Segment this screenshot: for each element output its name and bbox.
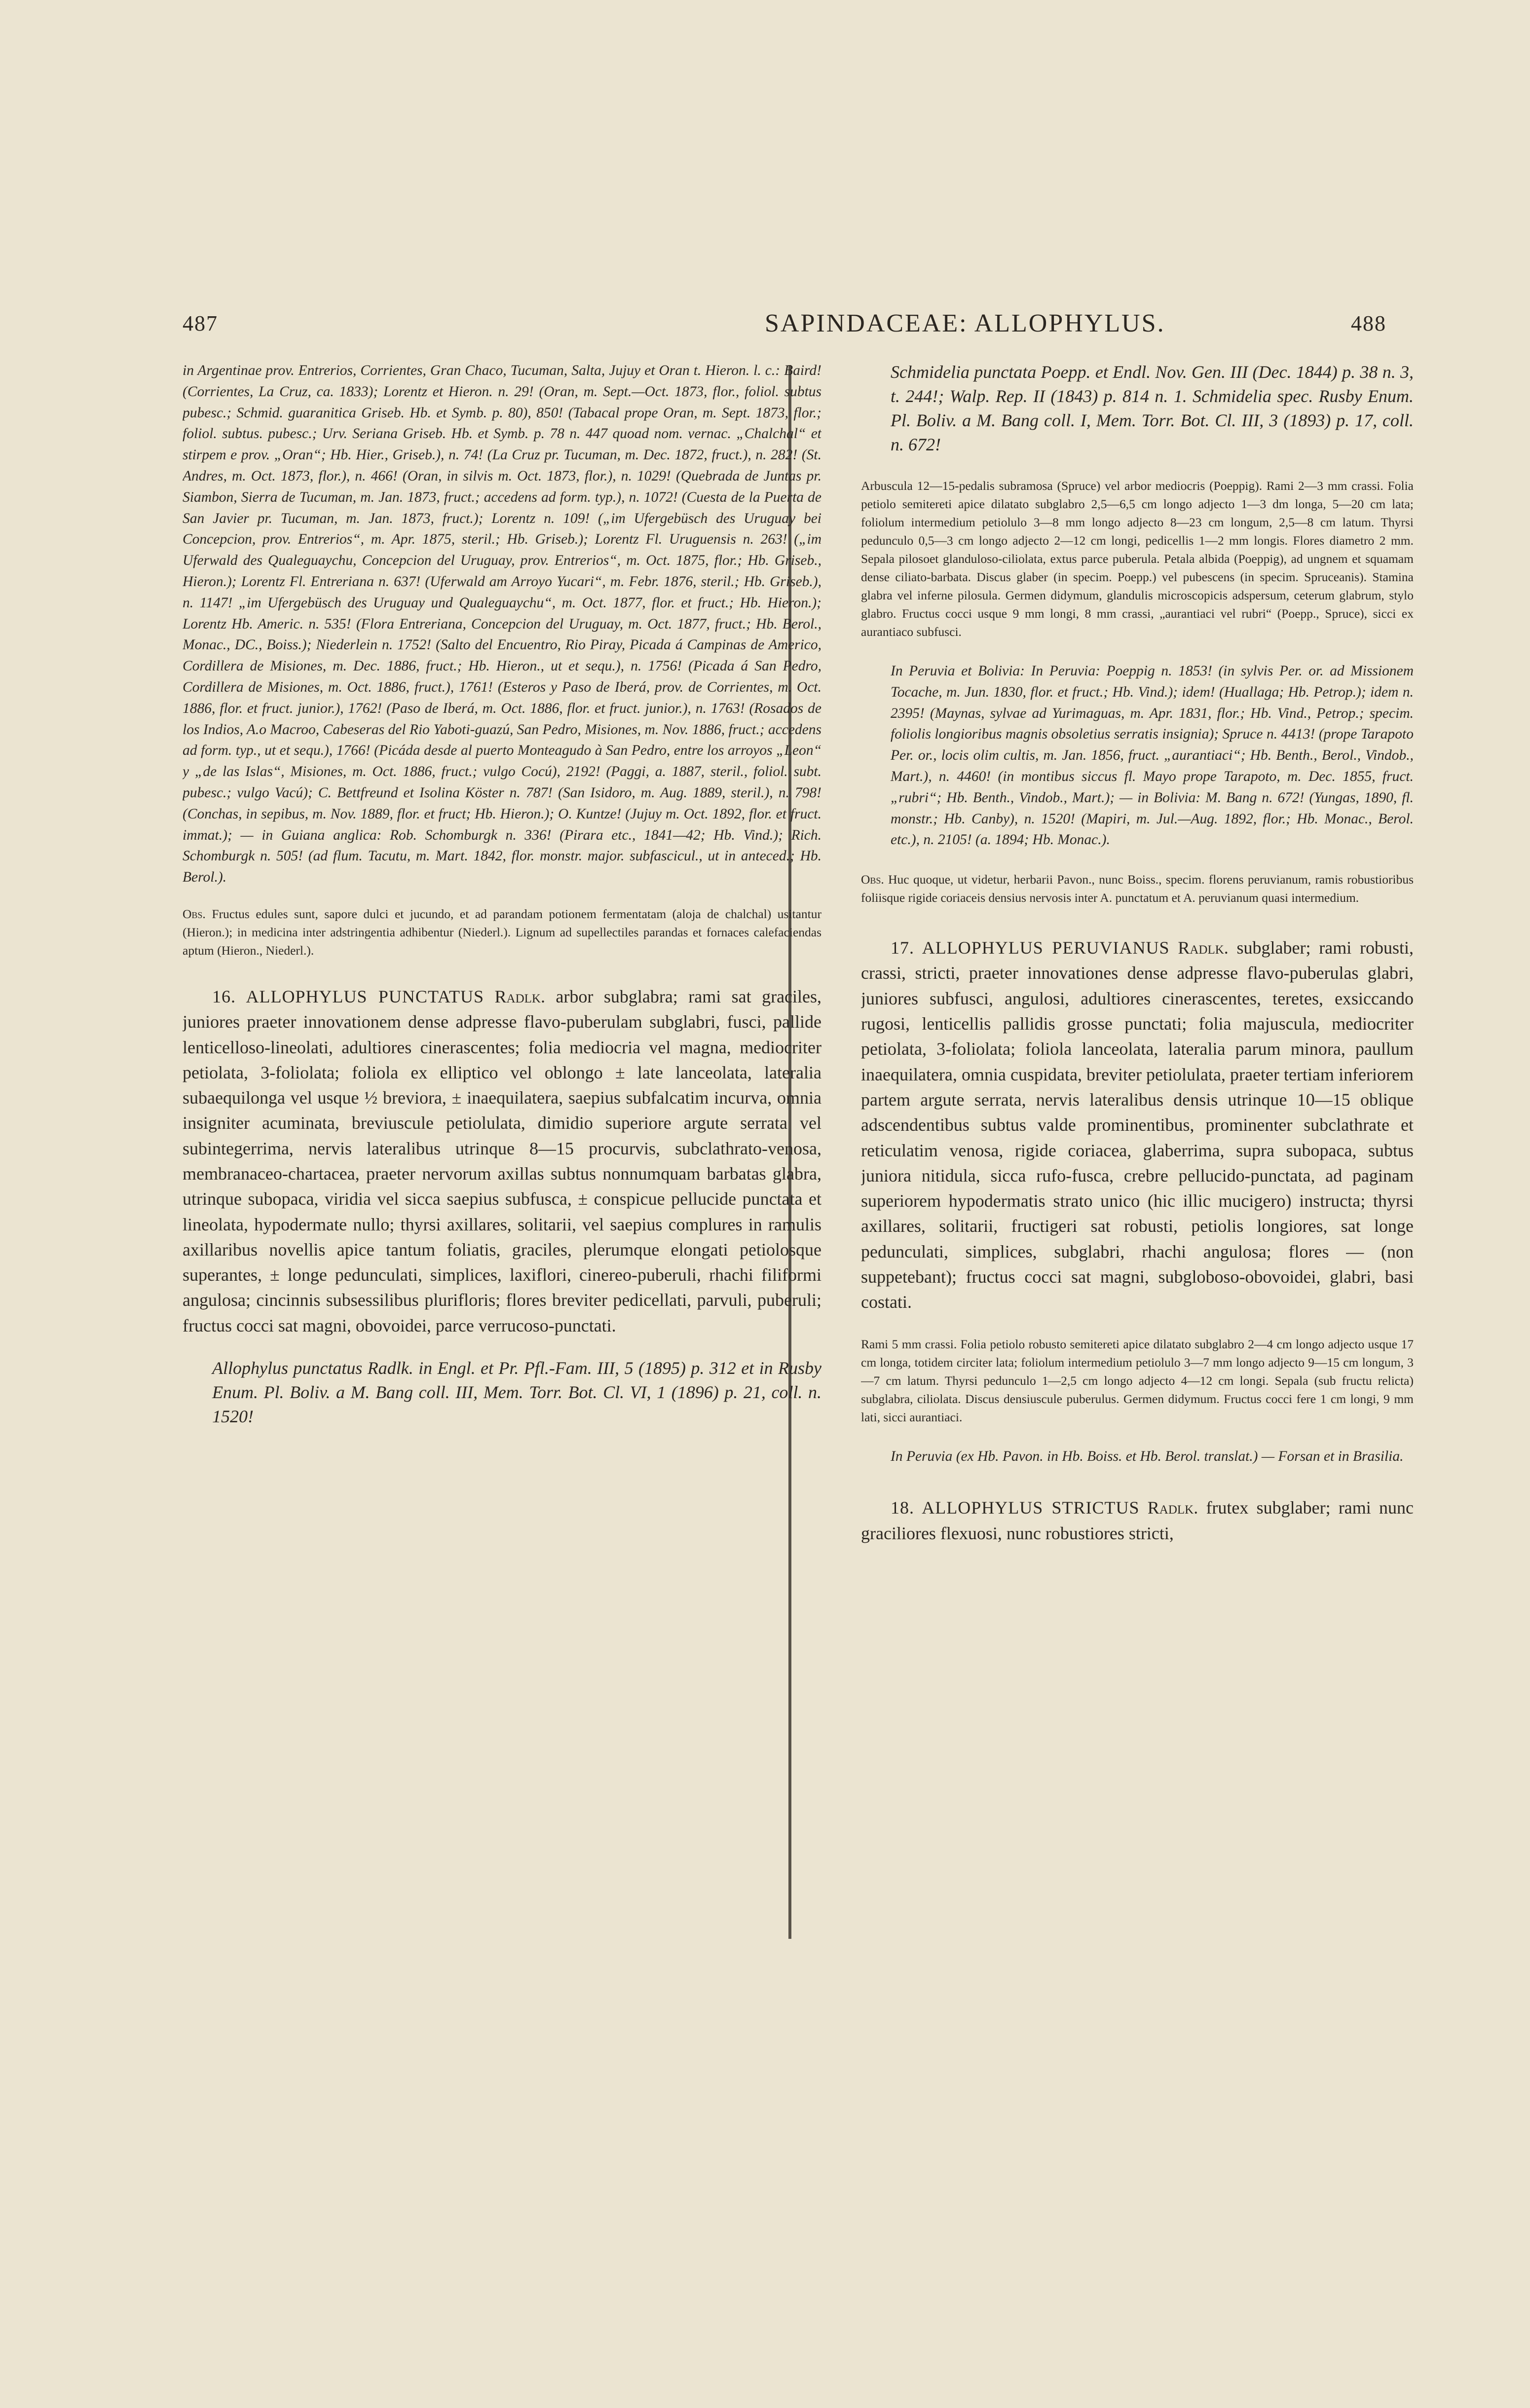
page-number-left: 487 [183,311,218,335]
left-column [183,360,821,1429]
species-16-details: Arbuscula 12—15-pedalis subramosa (Spruce) vel arbor mediocris (Poeppig). Rami 2—3 mm crassi. Folia petiolo semitereti apice dilatato subglabro 2,5—6,5 cm longo adjecto 1—3 dm longa, 5—20 cm lata; foliolum intermedium petiolulo 3—8 mm longo adjecto 8—23 cm longum, 2,5—8 cm latum. Thyrsi pedunculo 0,5—3 cm longo adjecto 2—12 cm longi, pedicellis 1—2 mm longis. Flores diametro 2 mm. Sepala pilosoet glandulosо-ciliolata, extus parce puberula. Petala albida (Poeppig), ad ungnem et squamam dense ciliato-barbata. Discus glaber (in specim. Poepp.) vel pubescens (in specim. Spruceanis). Stamina glabra vel inferne pilosula. Germen didymum, glandulis microscopicis adspersum, ceterum glabrum, stylo glabro. Fructus cocci usque 9 mm longi, 8 mm crassi, „aurantiaci vel rubri“ (Poepp., Spruce), sicci ex aurantiaco subfusci. [861,479,1414,639]
species-18-heading: 18. ALLOPHYLUS STRICTUS [891,1498,1140,1518]
species-18-description [861,1495,1414,1546]
obs-paragraph-16 [861,870,1414,907]
obs-paragraph-15 [183,905,821,960]
running-title: SAPINDACEAE: ALLOPHYLUS. [765,309,1165,337]
species-17-details: Rami 5 mm crassi. Folia petiolo robusto semitereti apice dilatato subglabro 2—4 cm longo adjecto usque 17 cm longa, totidem circiter lata; foliolum intermedium petiolulo 3—7 mm longo adjecto 9—15 cm longum, 3—7 cm latum. Thyrsi pedunculo 1—2,5 cm longo adjecto 4—12 cm longi. Sepala (sub fructu relicta) subglabra, ciliolata. Discus densiuscule puberulus. Germen didymum. Fructus cocci fere 1 cm longi, 9 mm lati, sicci aurantiaci. [861,1336,1414,1424]
obs-16-label: Obs. [861,872,884,887]
species-18-author: Radlk. [1147,1498,1198,1518]
right-column [861,360,1414,1546]
page-number-right: 488 [1351,311,1386,335]
species-16-references: Allophylus punctatus Radlk. in Engl. et Pr. Pfl.-Fam. III, 5 (1895) p. 312 et in Rusby Enum. Pl. Boliv. a M. Bang coll. III, Mem. Torr. Bot. Cl. VI, 1 (1896) p. 21, coll. n. 1520! [212,1358,821,1427]
species-17-heading: 17. ALLOPHYLUS PERUVIANUS [891,938,1170,958]
locality-continuation: in Argentinae prov. Entrerios, Corrientes, Gran Chaco, Tucuman, Salta, Jujuy et Oran t. Hieron. l. c.: Baird! (Corrientes, La Cruz, ca. 1833); Lorentz et Hieron. n. 29! (Oran, m. Sept.—Oct. 1873, flor., foliol. subtus pubesc.; Schmid. guaranitica Griseb. Hb. et Symb. p. 80), 850! (Tabacal prope Oran, m. Sept. 1873, flor.; foliol. subtus. pubesc.; Urv. Seriana Griseb. Hb. et Symb. p. 78 n. 447 quoad nom. vernac. „Chalchal“ et stirpem e prov. „Oran“; Hb. Hier., Griseb.), n. 74! (La Cruz pr. Tucuman, m. Dec. 1872, fruct.), n. 282! (St. Andres, m. Oct. 1873, flor.), n. 466! (Oran, in silvis m. Oct. 1873, flor.), n. 1029! (Quebrada de Juntas pr. Siambon, Sierra de Tucuman, m. Jan. 1873, fruct.; accedens ad form. typ.), n. 1072! (Cuesta de la Puerta de San Javier pr. Tucuman, m. Jan. 1873, fruct.); Lorentz n. 109! („im Ufergebüsch des Uruguay bei Concepcion, prov. Entrerios“, m. Apr. 1875, steril.; Hb. Griseb.); Lorentz Fl. Uruguensis n. 263! („im Uferwald des Qualeguaychu, Concepcion del Uruguay, prov. Entrerios“, m. Oct. 1875, flor.; Hb. Griseb., Hieron.); Lorentz Fl. Entreriana n. 637! (Uferwald am Arroyo Yucari“, m. Febr. 1876, steril.; Hb. Griseb.), n. 1147! „im Ufergebüsch des Uruguay und Qualeguaychu“, m. Oct. 1877, flor. et fruct.; Hb. Hieron.); Lorentz Hb. Americ. n. 535! (Flora Entreriana, Concepcion del Uruguay, m. Oct. 1877, fruct.; Hb. Berol., Monac., DC., Boiss.); Niederlein n. 1752! (Salto del Encuentro, Rio Piray, Picada á Campinas de Americo, Cordillera de Misiones, m. Dec. 1886, fruct.; Hb. Hieron., ut et sequ.), n. 1756! (Picada á San Pedro, Cordillera de Misiones, m. Oct. 1886, fruct.), 1761! (Esteros y Paso de Iberá, prov. de Corrientes, m. Oct. 1886, flor. et fruct. junior.), 1762! (Paso de Iberá, m. Oct. 1886, flor. et fruct. junior.), n. 1763! (Rosados de los Indios, A.o Macroo, Cabeseras del Rio Yaboti-guazú, San Pedro, Misiones, m. Nov. 1886, fruct.; accedens ad form. typ., ut et sequ.), 1766! (Picáda desde al puerto Monteagudo à San Pedro, entre los arroyos „Leon“ y „de las Islas“, Misiones, m. Oct. 1886, fruct.; vulgo Cocú), 2192! (Paggi, a. 1887, steril., foliol. subt. pubesc.; vulgo Vacú); C. Bettfreund et Isolina Köster n. 787! (San Isidoro, m. Aug. 1889, steril.), n. 798! (Conchas, in sepibus, m. Nov. 1889, flor. et fruct; Hb. Hieron.); O. Kuntze! (Jujuy m. Oct. 1892, flor. et fruct. immat.); — in Guiana anglica: Rob. Schomburgk n. 336! (Pirara etc., 1841—42; Hb. Vind.); Rich. Schomburgk n. 505! (ad flum. Tacutu, m. Mart. 1842, flor. monstr. major. subfascicul., ut in anteced.; Hb. Berol.). [183,363,821,886]
species-16-description [183,984,821,1338]
species-16-synonyms: Schmidelia punctata Poepp. et Endl. Nov. Gen. III (Dec. 1844) p. 38 n. 3, t. 244!; Walp. Rep. II (1843) p. 814 n. 1. Schmidelia spec. Rusby Enum. Pl. Boliv. a M. Bang coll. I, Mem. Torr. Bot. Cl. III, 3 (1893) p. 17, coll. n. 672! [891,362,1414,454]
species-17-text: subglaber; rami robusti, crassi, stricti, praeter innovationes dense adpresse flavo-puberulas glabri, juniores subfusci, angulosi, adultiores cinerascentes, teretes, exsiccando rugosi, lenticellis pallidis grosse punctati; folia majuscula, mediocriter petiolata, 3-foliolata; foliola lanceolata, lateralia parum minora, paullum inaequilatera, omnia cuspidata, breviter petiolulata, praeter tertiam inferiorem partem argute serrata, nervis lateralibus densis utrinque 10—15 oblique adscendentibus subtus valde prominentibus, prominenter subclathrate et reticulatim venosa, rigide coriacea, glaberrima, supra subopaca, subtus juniora nitidula, sicca rufo-fusca, crebre pellucido-punctata, ad paginam superiorem hypodermatis strato unico (hic illic mucigero) instructa; thyrsi axillares, solitarii, fructigeri sat robusti, petiolis longiores, sat longe pedunculati, simplices, subglabri, rhachi angulosa; flores — (non suppetebant); fructus cocci sat magni, subgloboso-obovoidei, glabri, basi costati. [861,938,1414,1312]
page-header [183,306,1386,345]
obs-label: Obs. [183,906,206,921]
obs-16-text: Huc quoque, ut videtur, herbarii Pavon., nunc Boiss., specim. florens peruvianum, ramis robustioribus foliisque rigide coriaceis densius nervosis inter A. punctatum et A. peruvianum quasi intermedium. [861,872,1414,905]
species-16-localities: In Peruvia et Bolivia: In Peruvia: Poeppig n. 1853! (in sylvis Per. or. ad Missionem Tocache, m. Jun. 1830, flor. et fruct.; Hb. Vind.); idem! (Huallaga; Hb. Petrop.); idem n. 2395! (Maynas, sylvae ad Yurimaguas, m. Apr. 1831, flor.; Hb. Vind., Petrop.; specim. foliolis longioribus magnis obsoletius serratis insignia); Spruce n. 4413! (prope Tarapoto Per. or., locis olim cultis, m. Jan. 1856, fruct. „aurantiaci“; Hb. Benth., Berol., Vindob., Mart.), n. 4460! (in montibus siccus fl. Mayo prope Tarapoto, m. Dec. 1855, fruct. „rubri“; Hb. Benth., Vindob., Mart.); — in Bolivia: M. Bang n. 672! (Yungas, 1890, fl. monstr.; Hb. Canby), n. 1520! (Mapiri, m. Jul.—Aug. 1892, flor.; Hb. Monac., Berol. etc.), n. 2105! (a. 1894; Hb. Monac.). [891,663,1414,848]
species-16-heading: 16. ALLOPHYLUS PUNCTATUS [212,986,485,1006]
species-17-author: Radlk. [1178,938,1229,958]
obs-text: Fructus edules sunt, sapore dulci et jucundo, et ad parandam potionem fermentatam (aloja de chalchal) usitantur (Hieron.); in medicina inter adstringentia adhibentur (Niederl.). Lignum ad supellectiles parandas et fornaces calefaciendas aptum (Hieron., Niederl.). [183,906,821,958]
species-16-text: arbor subglabra; rami sat graciles, juniores praeter innovationem dense adpresse flavo-puberulam subglabri, fusci, pallide lenticelloso-lineolati, adultiores cinerascentes; folia mediocria vel magna, mediocriter petiolata, 3-foliolata; foliola ex elliptico vel oblongo ± late lanceolata, lateralia subaequilonga vel usque ½ breviora, ± inaequilatera, saepius subfalcatim incurva, omnia insigniter acuminata, breviuscule petiolulata, dimidio superiore argute serrata vel subintegerrima, nervis lateralibus utrinque 8—15 procurvis, subclathrato-venosa, membranaceo-chartacea, praeter nervorum axillas subtus nonnumquam barbatas glabra, utrinque subopaca, viridia vel sicca saepius subfusca, ± conspicue pellucide punctata et lineolata, hypodermate nullo; thyrsi axillares, solitarii, vel saepius complures in ramulis axillaribus novellis apice tantum foliatis, graciles, plerumque elongati petiolosque superantes, ± longe pedunculati, simplices, laxiflori, cinereo-puberuli, rhachi filiformi angulosa; cincinnis subsessilibus plurifloris; flores breviter pedicellati, parvuli, puberuli; fructus cocci sat magni, obovoidei, parce verrucoso-punctati. [183,986,821,1335]
species-18-text: frutex subglaber; rami nunc graciliores flexuosi, nunc robustiores stricti, [861,1498,1414,1543]
species-17-localities: In Peruvia (ex Hb. Pavon. in Hb. Boiss. et Hb. Berol. translat.) — Forsan et in Brasilia. [891,1448,1404,1464]
species-16-author: Radlk. [494,986,545,1006]
species-17-description [861,935,1414,1315]
